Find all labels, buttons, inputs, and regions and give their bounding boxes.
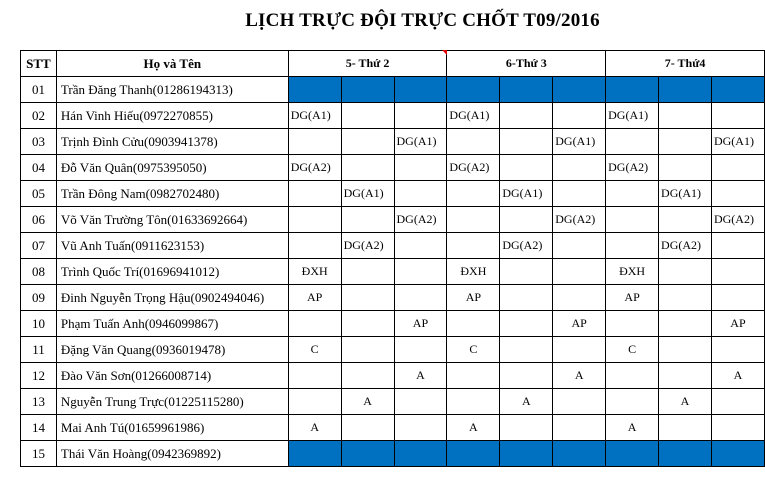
day-header-3[interactable]: 7- Thứ4 [606,51,765,77]
name-header[interactable]: Họ và Tên [56,51,288,77]
comment-indicator-icon[interactable] [442,50,447,55]
shift-cell[interactable]: DG(A2) [711,207,764,233]
shift-cell[interactable] [500,259,553,285]
shift-cell[interactable] [447,233,500,259]
shift-cell[interactable] [606,207,659,233]
shift-cell[interactable] [553,103,606,129]
shift-cell[interactable] [553,389,606,415]
shift-cell[interactable] [606,181,659,207]
shift-cell[interactable] [394,155,447,181]
shift-cell[interactable] [553,337,606,363]
shift-cell[interactable] [288,77,341,103]
shift-cell[interactable]: DG(A2) [500,233,553,259]
stt-cell[interactable]: 07 [21,233,57,259]
stt-cell[interactable]: 15 [21,441,57,467]
shift-cell[interactable] [711,285,764,311]
name-cell[interactable]: Trịnh Đình Cửu(0903941378) [56,129,288,155]
shift-cell[interactable]: DG(A2) [606,155,659,181]
shift-cell[interactable] [288,181,341,207]
shift-cell[interactable]: DG(A2) [341,233,394,259]
shift-cell[interactable] [447,77,500,103]
shift-cell[interactable] [659,441,712,467]
name-cell[interactable]: Trần Đăng Thanh(01286194313) [56,77,288,103]
shift-cell[interactable] [341,207,394,233]
shift-cell[interactable] [447,363,500,389]
shift-cell[interactable] [659,259,712,285]
shift-cell[interactable] [500,77,553,103]
shift-cell[interactable] [606,233,659,259]
shift-cell[interactable]: DG(A2) [659,233,712,259]
shift-cell[interactable] [394,77,447,103]
shift-cell[interactable] [341,311,394,337]
stt-cell[interactable]: 14 [21,415,57,441]
name-cell[interactable]: Mai Anh Tú(01659961986) [56,415,288,441]
stt-cell[interactable]: 02 [21,103,57,129]
duty-schedule-table [20,50,765,467]
shift-cell[interactable]: DG(A1) [341,181,394,207]
shift-cell[interactable] [500,285,553,311]
shift-cell[interactable] [341,103,394,129]
shift-cell[interactable] [341,285,394,311]
shift-cell[interactable] [341,415,394,441]
table-row [21,259,765,285]
shift-cell[interactable] [288,311,341,337]
header-row [21,51,765,77]
shift-cell[interactable] [659,207,712,233]
shift-cell[interactable]: DG(A2) [447,155,500,181]
table-row [21,389,765,415]
shift-cell[interactable] [447,311,500,337]
shift-cell[interactable]: A [500,389,553,415]
shift-cell[interactable] [711,389,764,415]
table-row [21,181,765,207]
shift-cell[interactable]: A [659,389,712,415]
stt-cell[interactable]: 12 [21,363,57,389]
shift-cell[interactable] [711,415,764,441]
shift-cell[interactable] [447,441,500,467]
name-cell[interactable]: Võ Văn Trường Tôn(01633692664) [56,207,288,233]
shift-cell[interactable] [500,337,553,363]
table-row [21,207,765,233]
shift-cell[interactable] [659,285,712,311]
shift-cell[interactable]: DG(A2) [394,207,447,233]
day-header-2[interactable]: 6-Thứ 3 [447,51,606,77]
stt-cell[interactable]: 01 [21,77,57,103]
shift-cell[interactable] [659,415,712,441]
shift-cell[interactable] [659,311,712,337]
day-header-1[interactable]: 5- Thứ 2 [288,51,447,77]
shift-cell[interactable]: AP [288,285,341,311]
shift-cell[interactable] [288,441,341,467]
name-cell[interactable]: Trần Đông Nam(0982702480) [56,181,288,207]
name-cell[interactable]: Phạm Tuấn Anh(0946099867) [56,311,288,337]
name-cell[interactable]: Trình Quốc Trí(01696941012) [56,259,288,285]
table-row [21,129,765,155]
shift-cell[interactable]: DG(A1) [711,129,764,155]
page-title: LỊCH TRỰC ĐỘI TRỰC CHỐT T09/2016 [245,10,600,31]
name-cell[interactable]: Đào Văn Sơn(01266008714) [56,363,288,389]
shift-cell[interactable] [711,155,764,181]
stt-header[interactable]: STT [21,51,57,77]
name-cell[interactable]: Thái Văn Hoàng(0942369892) [56,441,288,467]
shift-cell[interactable] [288,233,341,259]
shift-cell[interactable] [606,441,659,467]
shift-cell[interactable] [711,233,764,259]
shift-cell[interactable] [500,129,553,155]
shift-cell[interactable] [711,181,764,207]
shift-cell[interactable] [659,129,712,155]
shift-cell[interactable] [553,181,606,207]
shift-cell[interactable] [711,103,764,129]
shift-cell[interactable] [500,311,553,337]
shift-cell[interactable] [447,181,500,207]
shift-cell[interactable]: AP [447,285,500,311]
shift-cell[interactable]: DG(A2) [553,207,606,233]
shift-cell[interactable] [500,441,553,467]
shift-cell[interactable]: AP [553,311,606,337]
shift-cell[interactable]: DG(A1) [447,103,500,129]
table-row [21,337,765,363]
shift-cell[interactable]: DG(A1) [553,129,606,155]
stt-cell[interactable]: 06 [21,207,57,233]
shift-cell[interactable]: AP [711,311,764,337]
shift-cell[interactable] [394,181,447,207]
shift-cell[interactable] [394,259,447,285]
shift-cell[interactable] [447,129,500,155]
shift-cell[interactable] [341,363,394,389]
shift-cell[interactable] [711,77,764,103]
shift-cell[interactable] [500,415,553,441]
stt-cell[interactable]: 13 [21,389,57,415]
shift-cell[interactable] [553,233,606,259]
shift-cell[interactable]: C [606,337,659,363]
table-row [21,363,765,389]
name-cell[interactable]: Đỗ Văn Quân(0975395050) [56,155,288,181]
shift-cell[interactable]: ĐXH [288,259,341,285]
shift-cell[interactable] [553,259,606,285]
shift-cell[interactable] [606,363,659,389]
shift-cell[interactable] [341,155,394,181]
shift-cell[interactable] [606,389,659,415]
table-row [21,233,765,259]
shift-cell[interactable]: A [394,363,447,389]
shift-cell[interactable] [447,389,500,415]
shift-cell[interactable] [500,155,553,181]
shift-cell[interactable] [394,441,447,467]
shift-cell[interactable]: A [711,363,764,389]
stt-cell[interactable]: 08 [21,259,57,285]
shift-cell[interactable] [447,207,500,233]
shift-cell[interactable] [659,155,712,181]
name-cell[interactable]: Đặng Văn Quang(0936019478) [56,337,288,363]
shift-cell[interactable]: ĐXH [606,259,659,285]
table-row [21,77,765,103]
name-cell[interactable]: Hán Vinh Hiếu(0972270855) [56,103,288,129]
stt-cell[interactable]: 05 [21,181,57,207]
shift-cell[interactable] [553,155,606,181]
shift-cell[interactable] [606,129,659,155]
shift-cell[interactable] [500,363,553,389]
table-row [21,155,765,181]
table-row [21,311,765,337]
stt-cell[interactable]: 10 [21,311,57,337]
shift-cell[interactable]: A [606,415,659,441]
shift-cell[interactable]: AP [394,311,447,337]
shift-cell[interactable] [659,103,712,129]
stt-cell[interactable]: 04 [21,155,57,181]
shift-cell[interactable] [394,337,447,363]
shift-cell[interactable] [394,415,447,441]
shift-cell[interactable] [500,103,553,129]
shift-cell[interactable] [394,389,447,415]
shift-cell[interactable]: C [447,337,500,363]
shift-cell[interactable]: A [341,389,394,415]
table-row [21,441,765,467]
table-row [21,415,765,441]
shift-cell[interactable] [711,259,764,285]
stt-cell[interactable]: 11 [21,337,57,363]
shift-cell[interactable]: DG(A1) [500,181,553,207]
shift-cell[interactable] [659,337,712,363]
shift-cell[interactable]: DG(A1) [288,103,341,129]
shift-cell[interactable]: A [288,415,341,441]
shift-cell[interactable] [394,103,447,129]
shift-cell[interactable] [288,389,341,415]
shift-cell[interactable] [341,77,394,103]
shift-cell[interactable] [659,363,712,389]
stt-cell[interactable]: 09 [21,285,57,311]
shift-cell[interactable] [711,337,764,363]
shift-cell[interactable] [341,129,394,155]
shift-cell[interactable]: ĐXH [447,259,500,285]
shift-cell[interactable] [341,337,394,363]
shift-cell[interactable]: AP [606,285,659,311]
shift-cell[interactable] [341,259,394,285]
shift-cell[interactable] [394,233,447,259]
shift-cell[interactable] [341,441,394,467]
shift-cell[interactable] [394,285,447,311]
name-cell[interactable]: Nguyễn Trung Trực(01225115280) [56,389,288,415]
shift-cell[interactable] [500,207,553,233]
name-cell[interactable]: Vũ Anh Tuấn(0911623153) [56,233,288,259]
shift-cell[interactable]: DG(A1) [394,129,447,155]
shift-cell[interactable]: DG(A1) [659,181,712,207]
shift-cell[interactable]: A [447,415,500,441]
shift-cell[interactable] [606,311,659,337]
table-row [21,103,765,129]
shift-cell[interactable] [553,285,606,311]
shift-cell[interactable] [553,77,606,103]
shift-cell[interactable] [659,77,712,103]
shift-cell[interactable] [606,77,659,103]
shift-cell[interactable]: C [288,337,341,363]
stt-cell[interactable]: 03 [21,129,57,155]
shift-cell[interactable] [288,129,341,155]
shift-cell[interactable] [288,207,341,233]
shift-cell[interactable]: DG(A2) [288,155,341,181]
shift-cell[interactable] [288,363,341,389]
table-row [21,285,765,311]
shift-cell[interactable] [711,441,764,467]
name-cell[interactable]: Đinh Nguyễn Trọng Hậu(0902494046) [56,285,288,311]
shift-cell[interactable] [553,415,606,441]
shift-cell[interactable]: DG(A1) [606,103,659,129]
shift-cell[interactable]: A [553,363,606,389]
shift-cell[interactable] [553,441,606,467]
